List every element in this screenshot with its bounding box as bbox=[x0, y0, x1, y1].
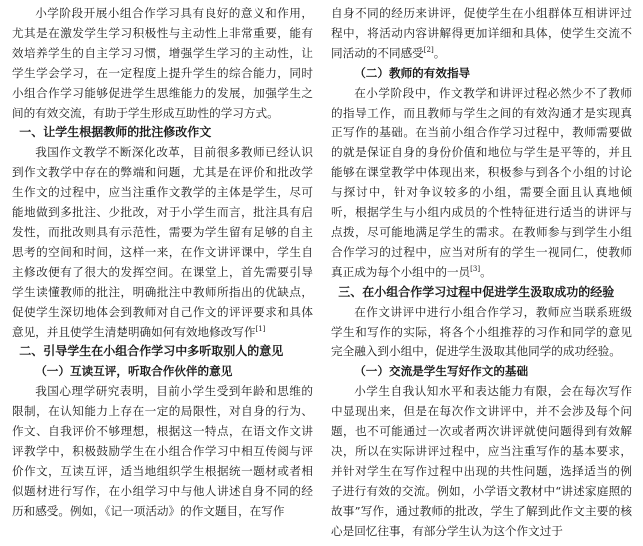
section-2-2-end: 。 bbox=[480, 264, 492, 279]
citation-1: [1] bbox=[255, 324, 266, 333]
left-column bbox=[12, 4, 313, 522]
section-heading-3: 三、在小组合作学习过程中促进学生汲取成功的经验 bbox=[338, 284, 615, 299]
right-column bbox=[331, 4, 632, 541]
continued-paragraph bbox=[331, 4, 632, 64]
section-2-2-paragraph bbox=[331, 84, 632, 283]
section-1-text: 我国作文教学不断深化改革，目前很多教师已经认识到作文教学中存在的弊端和问题，尤其是在评价和批改学生作文的过程中，应当注重作文教学的主体是学生，尽可能地做到多批注、少批改，对于小学生而言，批注具有启发性，而批改则具有示范性，需要为学生留有足够的自主思考的空间和时间，这样一来，在作文讲评课中，学生自主修改便有了很大的发挥空间。在课堂上，首先需要引导学生读懂教师的批注，明确批注中教师所指出的优缺点，促使学生深切地体会到教师对自己作文的评评要求和具体意见，并且使学生清楚明确如何有效地修改写作 bbox=[12, 145, 313, 339]
continued-end: 。 bbox=[433, 45, 446, 60]
intro-paragraph: 小学阶段开展小组合作学习具有良好的意义和作用，尤其是在激发学生学习积极性与主动性上非常重要，能有效培养学生的自主学习习惯，增强学生学习的主动性，让学生学会学习，在一定程度上提升学生的综合能力，同时小组合作学习能够促进学生思维能力的发展，加强学生之间的有效交流，有助于学生形成互助性的学习方式。 bbox=[12, 6, 313, 120]
section-1-paragraph bbox=[12, 143, 313, 342]
section-2-1-paragraph: 我国心理学研究表明，目前小学生受到年龄和思维的限制，在认知能力上存在一定的局限性，对自身的行为、作文、自我评价不够理想，根据这一特点，在语文作文讲评教学中，积极鼓励学生在小组合作学习中相互传阅与评价作文，互读互评，适当地组织学生根据统一题材或者相似题材进行写作，在小组学习中与他人讲述自身不同的经历和感受。例如，《记一项活动》的作文题目，在写作 bbox=[12, 384, 313, 518]
citation-2: [2] bbox=[423, 45, 434, 54]
citation-3: [3] bbox=[470, 264, 481, 273]
sub-heading-3-1: （一）交流是学生写好作文的基础 bbox=[354, 364, 529, 379]
section-3-paragraph: 在作文讲评中进行小组合作学习，教师应当联系班级学生和写作的实际，将各个小组推荐的习作和同学的意见完全融入到小组中，促进学生汲取其他同学的成功经验。 bbox=[331, 304, 632, 359]
section-heading-1: 一、让学生根据教师的批注修改作文 bbox=[19, 125, 212, 140]
sub-heading-2-2: （二）教师的有效指导 bbox=[354, 65, 471, 80]
section-3-1-paragraph: 小学生自我认知水平和表达能力有限，会在每次写作中显现出来，但是在每次作文讲评中，并不会涉及每个问题，也不可能通过一次或者两次讲评就使问题得到有效解决，所以在实际讲评过程中，应当注重写作的基本要求，并针对学生在写作过程中出现的共性问题，选择适当的例子进行有效的交流。例如，小学语文教材中“讲述家庭照的故事”写作，通过教师的批改，学生了解到此作文主要的核心是回忆往事，有部分学生认为这个作文过于 bbox=[331, 384, 632, 538]
sub-heading-2-1: （一）互读互评，听取合作伙伴的意见 bbox=[35, 364, 233, 379]
section-2-2-text: 在小学阶段中，作文教学和讲评过程必然少不了教师的指导工作，而且教师与学生之间的有效沟通才是实现真正写作的基础。在当前小组合作学习过程中，教师需要做的就是保证自身的身份价值和地位与学生是平等的，并且能够在课堂教学中体现出来，积极参与到各个小组的讨论与探讨中，针对争议较多的小组，需要全面且认真地倾听，根据学生与小组内成员的个性特征进行适当的讲评与点拨，尽可能地满足学生的需求。在教师参与到学生小组合作学习的过程中，应当对所有的学生一视同仁，使教师真正成为每个小组中的一员 bbox=[331, 85, 632, 279]
continued-text: 自身不同的经历来讲评，促使学生在小组群体互相讲评过程中，将活动内容讲解得更加详细和具体，使学生交流不同活动的不同感受 bbox=[331, 6, 632, 60]
section-heading-2: 二、引导学生在小组合作学习中多听取别人的意见 bbox=[19, 344, 284, 359]
